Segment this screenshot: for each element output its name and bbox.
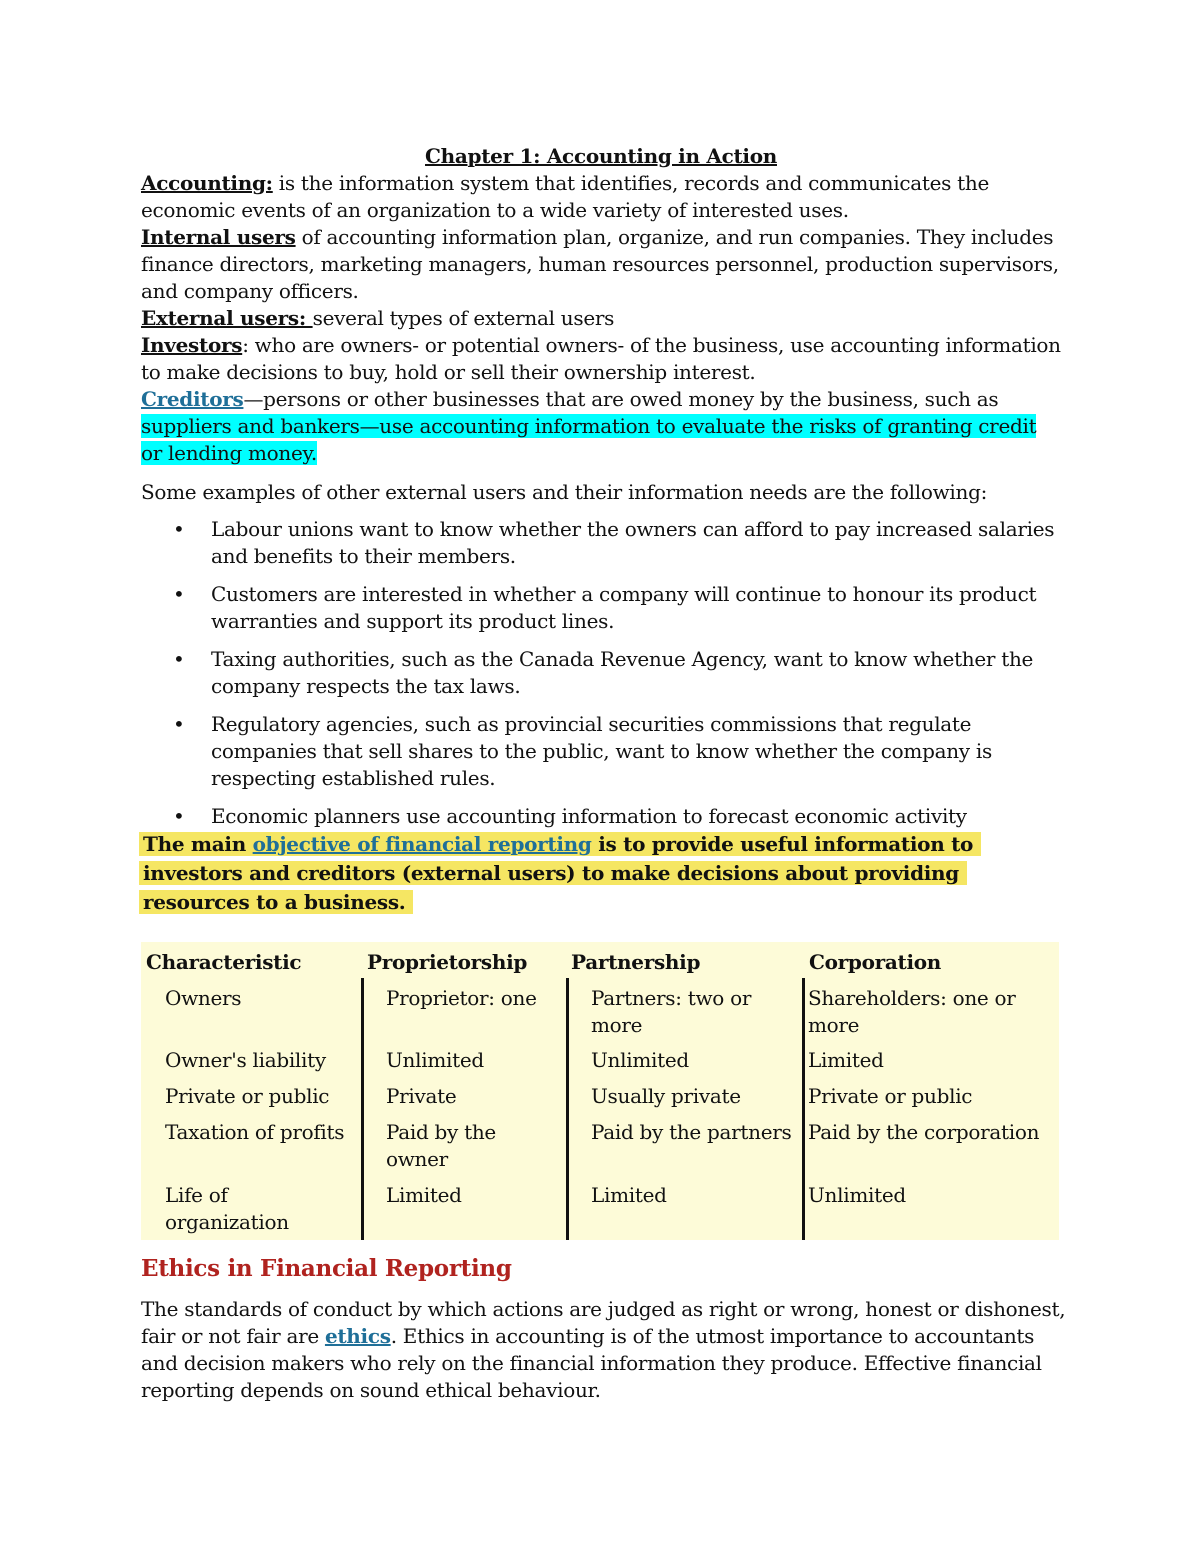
table-cell: Paid by the corporation [808, 1120, 1040, 1144]
column-divider [566, 978, 569, 1240]
table-cell: Unlimited [808, 1183, 906, 1207]
business-forms-table [141, 942, 1059, 1240]
investors-text: : who are owners- or potential owners- of the business, use accounting information to make decisions to buy, hold or sell their ownership interest. [141, 333, 1061, 384]
table-cell: Proprietor: one [386, 986, 537, 1010]
table-header-characteristic: Characteristic [146, 950, 302, 974]
column-divider [361, 978, 364, 1240]
investors-definition [141, 332, 1061, 386]
table-cell: Private or public [808, 1084, 973, 1108]
table-header-partnership: Partnership [571, 950, 701, 974]
list-item: • Taxing authorities, such as the Canada Revenue Agency, want to know whether the company respects the tax laws. [173, 647, 1034, 698]
objective-highlight: The main objective of financial reporting is to provide useful information to investors and creditors (external users) to make decisions about providing resources to a business. [139, 832, 981, 914]
external-users-text: several types of external users [312, 306, 615, 330]
creditors-text: —persons or other businesses that are owed money by the business, such as [243, 387, 999, 411]
internal-users-text: of accounting information plan, organize, and run companies. They includes finance directors, marketing managers, human resources personnel, production supervisors, and company officers. [141, 225, 1059, 303]
table-cell: Paid by the partners [591, 1120, 792, 1144]
list-item: • Labour unions want to know whether the owners can afford to pay increased salaries and benefits to their members. [173, 517, 1055, 568]
table-cell: Life of organization [165, 1183, 289, 1234]
table-cell: Limited [808, 1048, 884, 1072]
ethics-paragraph: The standards of conduct by which actions are judged as right or wrong, honest or dishonest, fair or not fair are ethics. Ethics in accounting is of the utmost importance to accountants and decision makers who rely on the financial information they produce. Effective financial reporting depends on sound ethical behaviour. [141, 1297, 1066, 1402]
bullet-icon: • [173, 517, 185, 541]
creditors-highlighted-text: suppliers and bankers—use accounting information to evaluate the risks of granting credit or lending money. [141, 414, 1037, 465]
bullet-icon: • [173, 712, 185, 736]
document-body [141, 143, 1061, 917]
table-cell: Unlimited [591, 1048, 689, 1072]
internal-users-term: Internal users [141, 225, 296, 249]
internal-users-definition [141, 224, 1061, 305]
bullet-icon: • [173, 647, 185, 671]
table-cell: Unlimited [386, 1048, 484, 1072]
chapter-title-line [141, 143, 1061, 170]
table-cell: Paid by the owner [386, 1120, 496, 1171]
accounting-text: is the information system that identifies, records and communicates the economic events of an organization to a wide variety of interested uses. [141, 171, 990, 222]
table-cell: Owners [165, 986, 242, 1010]
table-header-corporation: Corporation [809, 950, 942, 974]
external-users-list [141, 516, 1061, 830]
table-cell: Usually private [591, 1084, 741, 1108]
creditors-definition [141, 386, 1061, 467]
table-cell: Private [386, 1084, 457, 1108]
accounting-definition [141, 170, 1061, 224]
external-users-definition [141, 305, 1061, 332]
objective-statement [141, 830, 1053, 917]
column-divider [802, 978, 805, 1240]
table-cell: Partners: two or more [591, 986, 752, 1037]
table-cell: Taxation of profits [165, 1120, 345, 1144]
objective-link[interactable]: objective of financial reporting [252, 832, 592, 856]
list-item: • Economic planners use accounting information to forecast economic activity [173, 804, 967, 828]
list-item: • Customers are interested in whether a company will continue to honour its product warranties and support its product lines. [173, 582, 1037, 633]
bullet-icon: • [173, 804, 185, 828]
external-users-term: External users: [141, 306, 313, 330]
creditors-link[interactable]: Creditors [141, 387, 244, 411]
table-cell: Owner's liability [165, 1048, 326, 1072]
table-cell: Shareholders: one or more [808, 986, 1016, 1037]
ethics-section-heading: Ethics in Financial Reporting [141, 1255, 512, 1282]
ethics-link[interactable]: ethics [324, 1324, 391, 1348]
table-cell: Private or public [165, 1084, 330, 1108]
examples-intro: Some examples of other external users and their information needs are the following: [141, 480, 988, 504]
table-cell: Limited [591, 1183, 667, 1207]
chapter-title: Chapter 1: Accounting in Action [425, 144, 777, 168]
table-cell: Limited [386, 1183, 462, 1207]
accounting-term: Accounting: [141, 171, 273, 195]
table-header-proprietorship: Proprietorship [367, 950, 528, 974]
list-item: • Regulatory agencies, such as provincial securities commissions that regulate companies that sell shares to the public, want to know whether the company is respecting established rules. [173, 712, 992, 790]
investors-term: Investors [141, 333, 243, 357]
bullet-icon: • [173, 582, 185, 606]
